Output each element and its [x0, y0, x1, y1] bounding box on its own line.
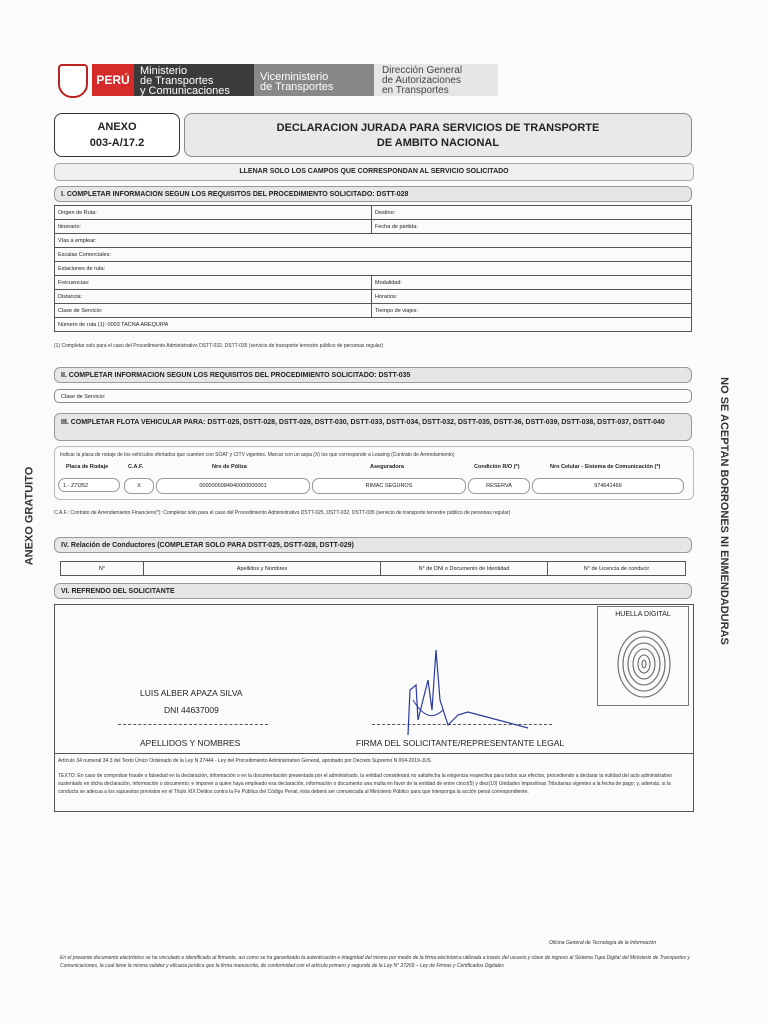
anexo-code: 003-A/17.2 — [89, 137, 145, 149]
conductores-col-licencia: N° de Licencia de conducir — [548, 562, 686, 576]
legal-box — [54, 754, 694, 812]
anexo-gratuito-text: ANEXO GRATUITO — [23, 466, 36, 566]
caf-note: C.A.F.: Contrato de Arrendamiento Financiero(*): Completar solo para el caso del Procedimiento Administrativo DSTT-025, DSTT-032, DSTT-035 (servicio de transporte terrestre público de personas regular) — [54, 510, 511, 516]
oficina-footer: Oficina General de Tecnología de la Información — [549, 940, 657, 946]
conductores-table — [60, 561, 686, 576]
no-borrones-text: NO SE ACEPTAN BORRONES NI ENMENDADURAS — [717, 377, 730, 645]
header-celular: Nro Celular - Sistema de Comunicación (*) — [550, 464, 661, 470]
section-1-note: (1) Completar solo para el caso del Procedimiento Administrativo DSTT-032, DSTT-035 (servicio de transporte terrestre público de personas regular) — [54, 343, 384, 349]
anexo-gratuito-label — [23, 460, 50, 580]
title-line-2: DE AMBITO NACIONAL — [376, 137, 500, 149]
itinerario-cell[interactable]: Itinerario: — [55, 220, 372, 234]
ministerio-line-2: de Transportes — [140, 75, 214, 87]
title-line-1: DECLARACION JURADA PARA SERVICIOS DE TRANSPORTE — [276, 122, 600, 134]
instructions-banner: LLENAR SOLO LOS CAMPOS QUE CORRESPONDAN AL SERVICIO SOLICITADO — [54, 163, 694, 181]
legal-text: TEXTO: En caso de comprobar fraude o falsedad en la declaración, información o en la documentación presentada por el administrado, la entidad considerará no satisfecha la exigencia respectiva para todos sus efectos, procediendo a declarar la nulidad del acto administrativo sustentado en dicha declaración, información o documento; e imponer a quien haya empleado esa declaración, información o documento una multa en favor de la entidad de entre cinco(5) y diez(10) Unidades Impositivas Tributarias vigentes a la fecha de pago; y, además, si la conducta se adecua a los supuestos previstos en el Título XIX Delitos contra la Fe Pública del Código Penal, ésta deberá ser comunicada al Ministerio Público para que interponga la acción penal correspondiente. — [58, 773, 672, 795]
peru-logo: PERÚ — [92, 64, 134, 96]
header-caf: C.A.F. — [128, 464, 144, 470]
no-borrones-label — [705, 377, 730, 645]
section-6-header: VI. REFRENDO DEL SOLICITANTE — [54, 583, 692, 599]
section-3-instructions: Indicar la placa de rodaje de los vehículos ofertados que cuenten con SOAT y CITV vigentes. Marcar con un aspa (X) los que corresponde a Leasing (Contrato de Arrendamiento) — [60, 452, 455, 458]
header-condicion: Condición R/O (*) — [474, 464, 520, 470]
origen-cell[interactable]: Origen de Ruta: — [55, 206, 372, 220]
clase-servicio-cell[interactable]: Clase de Servicio: — [55, 304, 372, 318]
destino-cell[interactable]: Destino: — [372, 206, 692, 220]
header-aseguradora: Aseguradora — [370, 464, 404, 470]
header-poliza: Nro de Póliza — [212, 464, 247, 470]
tiempo-cell[interactable]: Tiempo de viajes: — [372, 304, 692, 318]
peru-shield-logo — [58, 64, 88, 98]
route-table — [54, 205, 692, 332]
apellidos-label: APELLIDOS Y NOMBRES — [140, 738, 241, 748]
conductores-col-num: N° — [61, 562, 144, 576]
fingerprint-icon — [616, 629, 672, 699]
direccion-line-2: de Autorizaciones — [382, 75, 461, 86]
direccion-line-1: Dirección General — [382, 65, 463, 76]
nombre-line — [118, 724, 268, 725]
section-2-header: II. COMPLETAR INFORMACION SEGUN LOS REQUISITOS DEL PROCEDIMIENTO SOLICITADO: DSTT-035 — [54, 367, 692, 383]
huella-label: HUELLA DIGITAL — [615, 611, 671, 618]
escalas-cell[interactable]: Escalas Comerciales: — [55, 248, 692, 262]
placa-field[interactable]: 1.- Z7I352 — [58, 478, 120, 492]
numero-ruta-cell[interactable]: Número de ruta (1): 0003 TACNA AREQUIPA — [55, 318, 692, 332]
signature-image — [388, 640, 538, 740]
ministerio-line-3: y Comunicaciones — [140, 85, 230, 97]
conductores-col-dni: N° de DNI o Documento de Identidad — [381, 562, 548, 576]
clase-servicio-field[interactable]: Clase de Servicio: — [54, 389, 692, 403]
caf-field[interactable]: X — [124, 478, 154, 494]
anexo-label: ANEXO — [97, 121, 137, 133]
distancia-cell[interactable]: Distancia: — [55, 290, 372, 304]
articulo-text: Artículo 34 numeral 34.3 del Texto Único Ordenado de la Ley N 27444 - Ley del Procedimiento Administrativo General, aprobado por Decreto Supremo N 004-2019-JUS — [58, 758, 431, 764]
fecha-cell[interactable]: Fecha de partida: — [372, 220, 692, 234]
frecuencias-cell[interactable]: Frecuencias: — [55, 276, 372, 290]
viceministerio-logo — [254, 64, 374, 96]
aseguradora-field[interactable]: RIMAC SEGUROS — [312, 478, 466, 494]
conductores-col-nombres: Apellidos y Nombres — [144, 562, 381, 576]
viceministerio-line-2: de Transportes — [260, 81, 334, 93]
direccion-logo — [374, 64, 498, 96]
solicitante-nombre: LUIS ALBER APAZA SILVA — [140, 688, 243, 698]
condicion-field[interactable]: RESERVA — [468, 478, 530, 494]
fingerprint-box — [597, 606, 689, 706]
section-4-header: IV. Relación de Conductores (COMPLETAR SOLO PARA DSTT-025, DSTT-028, DSTT-029) — [54, 537, 692, 553]
footer-text: En el presente documento electrónico se ha vinculado e identificado al firmante, así como se ha garantizado la autenticación e integridad del mismo por medio de la firma electrónica utilizada a través del usuario y clave de ingreso al Sistema Tupa Digital del Ministerio de Transportes y Comunicaciones, la cual tiene la misma validez y eficacia jurídica que la firma manuscrita, de conformidad con el artículo primero y segundo de la Ley N° 27269 – Ley de Firmas y Certificados Digitales — [60, 955, 690, 969]
direccion-line-3: en Transportes — [382, 85, 449, 96]
poliza-field[interactable]: 0000006984940000000001 — [156, 478, 310, 494]
vias-cell[interactable]: Vías a emplear: — [55, 234, 692, 248]
estaciones-cell[interactable]: Estaciones de ruta: — [55, 262, 692, 276]
document-title — [184, 113, 692, 157]
header-placa: Placa de Rodaje — [66, 464, 109, 470]
firma-label: FIRMA DEL SOLICITANTE/REPRESENTANTE LEGAL — [356, 738, 565, 748]
celular-field[interactable]: 974641466 — [532, 478, 684, 494]
section-3-header: III. COMPLETAR FLOTA VEHICULAR PARA: DSTT-025, DSTT-028, DSTT-029, DSTT-030, DSTT-033, DSTT-034, DSTT-032, DSTT-035, DSTT-36, DSTT-039, DSTT-038, DSTT-037, DSTT-040 — [54, 413, 692, 441]
viceministerio-line-1: Viceministerio — [260, 71, 329, 83]
ministerio-line-1: Ministerio — [140, 65, 188, 77]
ministerio-logo — [134, 64, 254, 96]
horarios-cell[interactable]: Horarios: — [372, 290, 692, 304]
modalidad-cell[interactable]: Modalidad: — [372, 276, 692, 290]
anexo-box — [54, 113, 180, 157]
solicitante-dni: DNI 44637009 — [164, 705, 219, 715]
section-1-header: I. COMPLETAR INFORMACION SEGUN LOS REQUISITOS DEL PROCEDIMIENTO SOLICITADO: DSTT-028 — [54, 186, 692, 202]
